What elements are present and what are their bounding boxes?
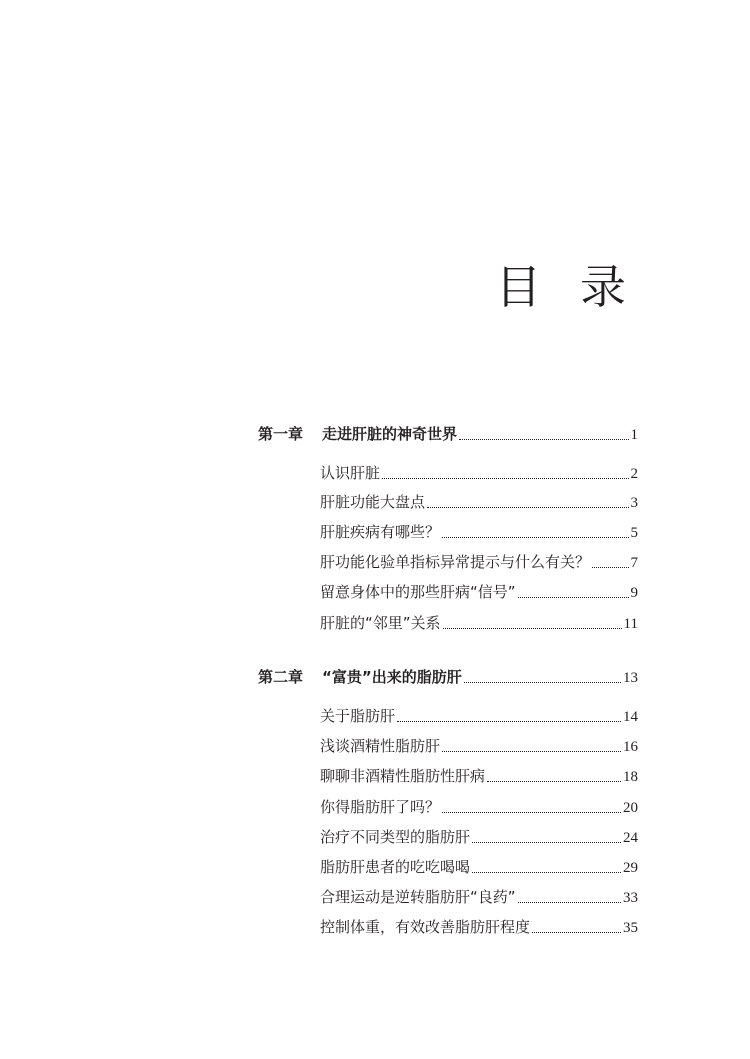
toc-item[interactable]: [320, 886, 638, 908]
chapter-number: 第二章: [258, 668, 304, 686]
page-title: 目 录: [495, 260, 638, 314]
toc-item-title: 合理运动是逆转脂肪肝“良药”: [320, 888, 516, 906]
dot-leader: [518, 901, 621, 903]
toc-item[interactable]: [320, 581, 638, 603]
dot-leader: [472, 841, 621, 843]
toc-item-title: 浅谈酒精性脂肪肝: [320, 737, 441, 755]
dot-leader: [464, 681, 621, 683]
dot-leader: [427, 506, 628, 508]
page-number: 5: [630, 525, 638, 541]
dot-leader: [397, 720, 621, 722]
page-number: 2: [630, 466, 638, 482]
dot-leader: [459, 438, 628, 440]
toc-item-title: 肝脏疾病有哪些？: [320, 523, 441, 541]
toc-item[interactable]: [320, 612, 638, 634]
toc-item[interactable]: [320, 491, 638, 513]
toc-item-title: 脂肪肝患者的吃吃喝喝: [320, 858, 471, 876]
page-number: 3: [630, 495, 638, 511]
dot-leader: [518, 596, 629, 598]
page-number: 7: [630, 555, 638, 571]
chapter-entry[interactable]: [258, 666, 638, 688]
dot-leader: [532, 931, 621, 933]
toc-item[interactable]: [320, 856, 638, 878]
toc-item-title: 肝脏功能大盘点: [320, 493, 426, 511]
toc-item-title: 治疗不同类型的脂肪肝: [320, 828, 471, 846]
chapter-number: 第一章: [258, 425, 304, 443]
dot-leader: [442, 536, 628, 538]
dot-leader: [443, 627, 622, 629]
toc-item[interactable]: [320, 796, 638, 818]
toc-item-title: 聊聊非酒精性脂肪性肝病: [320, 767, 486, 785]
toc-item[interactable]: [320, 705, 638, 727]
toc-item[interactable]: [320, 765, 638, 787]
dot-leader: [442, 750, 621, 752]
toc-item[interactable]: [320, 916, 638, 938]
page-number: 9: [630, 585, 638, 601]
toc-item-title: 认识肝脏: [320, 464, 381, 482]
page-number: 16: [623, 739, 638, 755]
toc-item[interactable]: [320, 826, 638, 848]
page-number: 11: [623, 616, 638, 632]
page-number: 33: [623, 890, 638, 906]
toc-item[interactable]: [320, 521, 638, 543]
page-number: 13: [623, 670, 638, 686]
toc-item-title: 留意身体中的那些肝病“信号”: [320, 583, 516, 601]
toc-item[interactable]: [320, 551, 638, 573]
page-number: 1: [630, 427, 638, 443]
page-number: 20: [623, 800, 638, 816]
chapter-entry[interactable]: [258, 423, 638, 445]
page-number: 18: [623, 769, 638, 785]
toc-item[interactable]: [320, 735, 638, 757]
page-number: 14: [623, 709, 638, 725]
toc-item-title: 肝功能化验单指标异常提示与什么有关？: [320, 553, 591, 571]
toc-item[interactable]: [320, 462, 638, 484]
toc-item-title: 关于脂肪肝: [320, 707, 396, 725]
toc-item-title: 肝脏的“邻里”关系: [320, 614, 441, 632]
toc-item-title: 你得脂肪肝了吗？: [320, 798, 441, 816]
dot-leader: [472, 871, 621, 873]
page-number: 29: [623, 860, 638, 876]
dot-leader: [382, 477, 628, 479]
page-number: 35: [623, 920, 638, 936]
chapter-title: 走进肝脏的神奇世界: [322, 425, 458, 443]
toc-item-title: 控制体重，有效改善脂肪肝程度: [320, 918, 531, 936]
dot-leader: [442, 811, 621, 813]
chapter-title: “富贵”出来的脂肪肝: [322, 668, 462, 686]
dot-leader: [487, 780, 621, 782]
page-number: 24: [623, 830, 638, 846]
dot-leader: [592, 566, 628, 568]
